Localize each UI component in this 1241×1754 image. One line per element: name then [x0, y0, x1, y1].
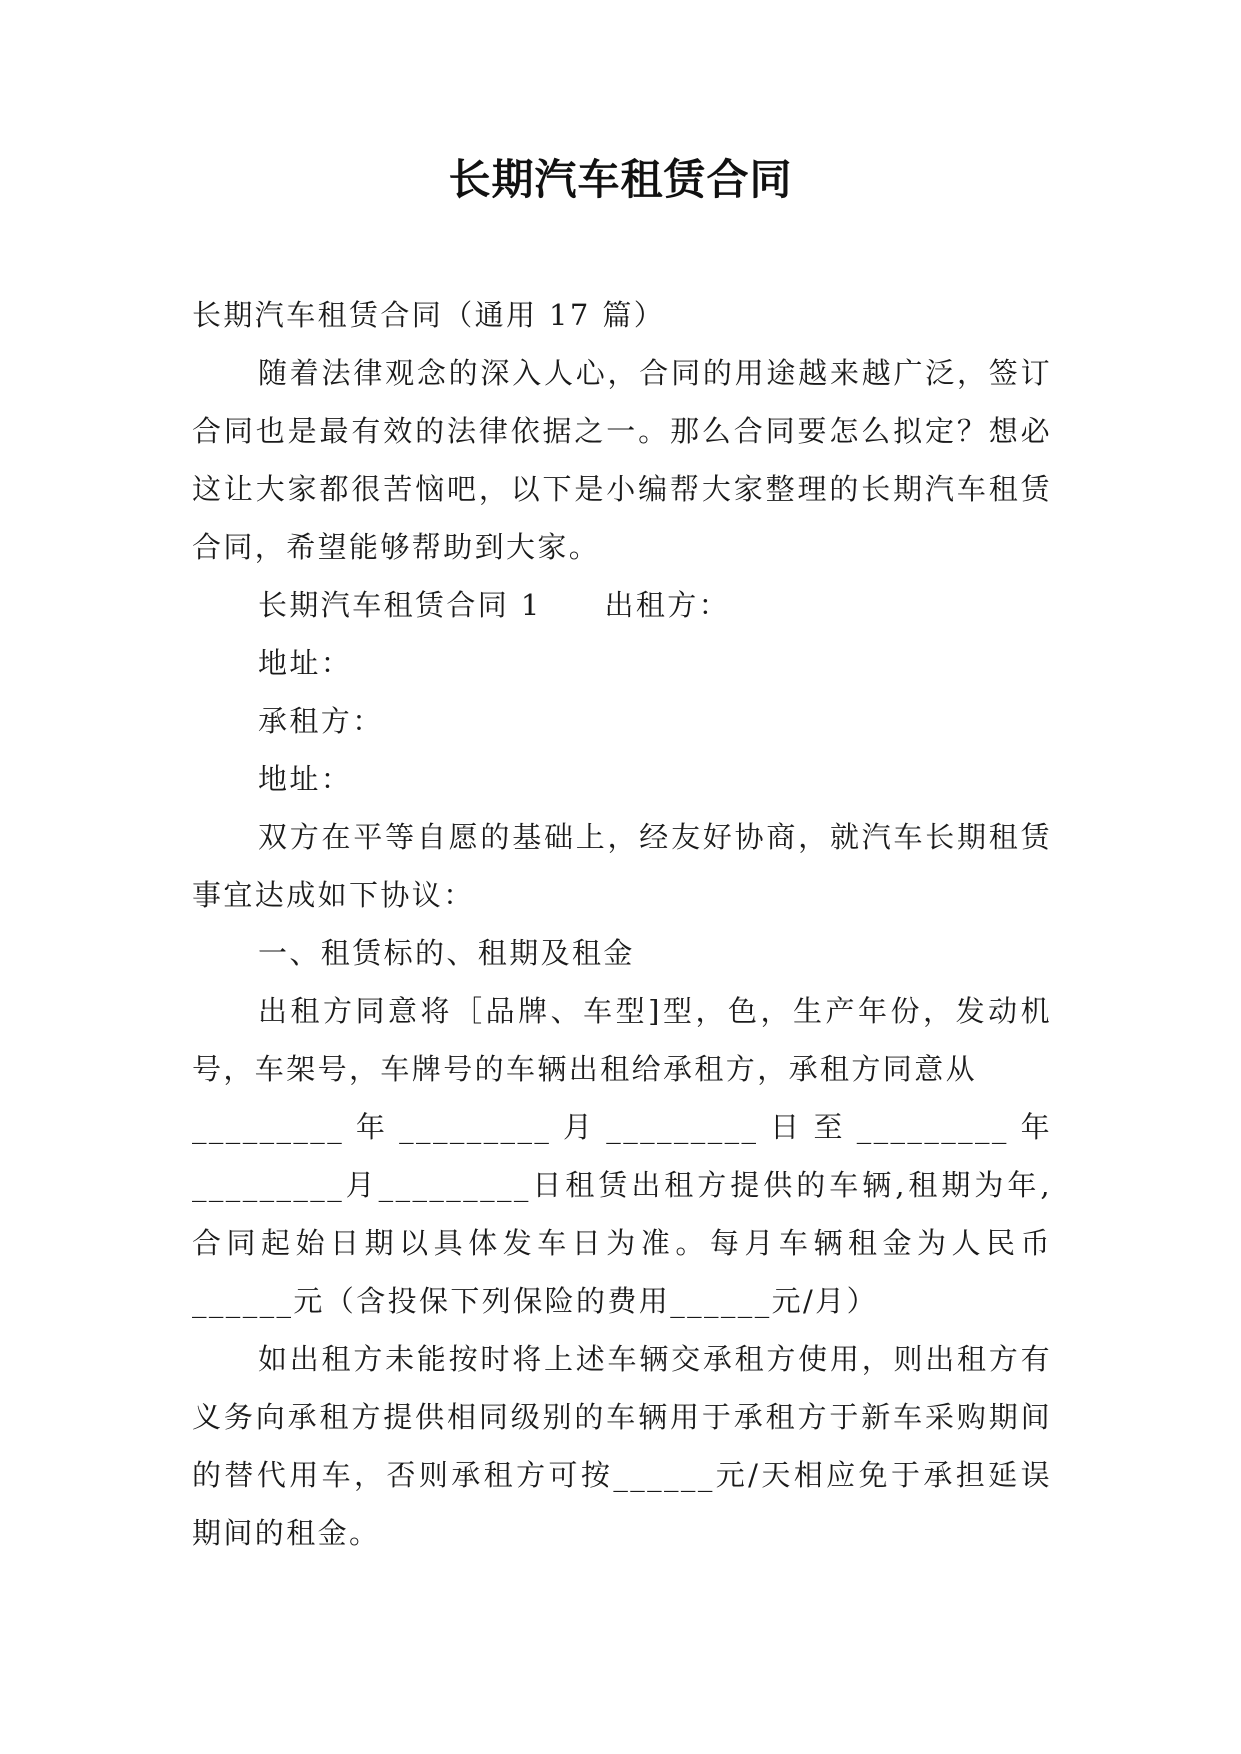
lessee-label: 承租方： [258, 704, 384, 738]
agreement-paragraph: 双方在平等自愿的基础上，经友好协商，就汽车长期租赁事宜达成如下协议： [192, 820, 1052, 912]
section-heading-1: 一、租赁标的、租期及租金 [258, 936, 635, 970]
document-title: 长期汽车租赁合同 [448, 155, 793, 204]
rent-paragraph: _________月_________日租赁出租方提供的车辆,租期为年,合同起始日期以具体发车日为准。每月车辆租金为人民币______元（含投保下列保险的费用______元/月） [192, 1168, 1052, 1318]
intro-paragraph: 随着法律观念的深入人心，合同的用途越来越广泛，签订合同也是最有效的法律依据之一。那么合同要怎么拟定？想必这让大家都很苦恼吧，以下是小编帮大家整理的长期汽车租赁合同，希望能够帮助到大家。 [192, 356, 1052, 564]
date-blanks-line: _________ 年 _________ 月 _________ 日 至 _________ 年 [192, 1110, 1052, 1144]
document-body [192, 286, 1052, 1562]
contract-heading-lessor: 长期汽车租赁合同 1 出租方： [258, 588, 731, 622]
replacement-vehicle-paragraph: 如出租方未能按时将上述车辆交承租方使用，则出租方有义务向承租方提供相同级别的车辆用于承租方于新车采购期间的替代用车，否则承租方可按______元/天相应免于承担延误期间的租金。 [192, 1342, 1052, 1550]
lessor-address-label: 地址： [258, 646, 353, 680]
lease-terms-paragraph: 出租方同意将［品牌、车型]型，色，生产年份，发动机号，车架号，车牌号的车辆出租给承租方，承租方同意从 [192, 994, 1052, 1086]
document-subtitle: 长期汽车租赁合同（通用 17 篇） [192, 298, 666, 332]
lessee-address-label: 地址： [258, 762, 353, 796]
